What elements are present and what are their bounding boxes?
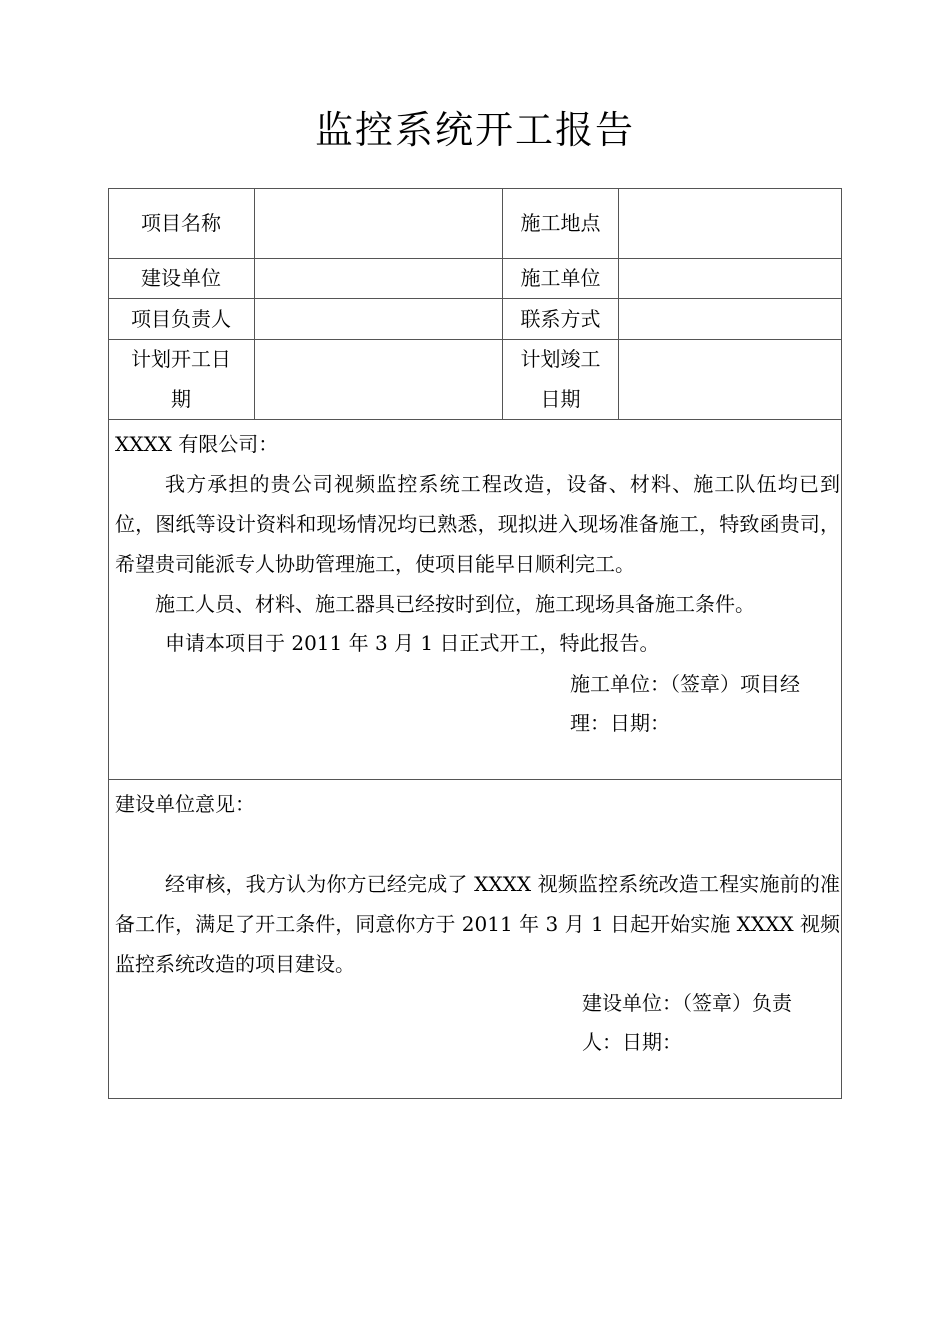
contractor-paragraph-1: 我方承担的贵公司视频监控系统工程改造，设备、材料、施工队伍均已到位，图纸等设计资料和现场情况均已熟悉，现拟进入现场准备施工，特致函贵司，希望贵司能派专人协助管理施工，使项目能早日顺利完工。 — [115, 472, 840, 576]
contact-value — [619, 298, 842, 339]
salutation: XXXX 有限公司： — [115, 432, 279, 456]
contractor-value — [619, 258, 842, 298]
plan-finish-label-line1: 计划竣工 — [520, 347, 601, 371]
section-divider — [108, 779, 842, 780]
plan-start-label — [108, 339, 254, 419]
page-title: 监控系统开工报告 — [314, 108, 635, 152]
plan-start-value — [255, 339, 502, 419]
plan-finish-label-line2: 日期 — [540, 387, 581, 411]
contractor-label: 施工单位 — [520, 266, 601, 290]
builder-label: 建设单位 — [141, 266, 221, 290]
project-name-label: 项目名称 — [141, 211, 221, 235]
owner-signature-line-1: 建设单位：（签章）负责 — [582, 991, 792, 1015]
owner-opinion-heading: 建设单位意见： — [115, 792, 255, 816]
manager-label: 项目负责人 — [131, 306, 231, 331]
row-divider — [108, 419, 842, 420]
plan-finish-label — [503, 339, 618, 419]
owner-signature-line-2: 人：日期： — [582, 1030, 682, 1054]
manager-value — [255, 298, 502, 339]
owner-opinion-paragraph: 经审核，我方认为你方已经完成了 XXXX 视频监控系统改造工程实施前的准备工作，满足了开工条件，同意你方于 2011 年 3 月 1 日起开始实施 XXXX 视频监控系统改造的项目建设。 — [115, 872, 840, 976]
plan-start-label-line2: 期 — [171, 387, 191, 411]
contact-label: 联系方式 — [520, 306, 601, 331]
contractor-paragraph-2: 施工人员、材料、施工器具已经按时到位，施工现场具备施工条件。 — [155, 592, 755, 616]
plan-start-label-line1: 计划开工日 — [131, 347, 231, 371]
site-value — [619, 188, 842, 258]
contractor-signature-line-2: 理：日期： — [570, 711, 670, 735]
site-label: 施工地点 — [520, 211, 601, 235]
builder-value — [255, 258, 502, 298]
contractor-signature-line-1: 施工单位：（签章）项目经 — [570, 672, 800, 696]
plan-finish-value — [619, 339, 842, 419]
contractor-paragraph-3: 申请本项目于 2011 年 3 月 1 日正式开工，特此报告。 — [165, 631, 660, 655]
project-name-value — [255, 188, 502, 258]
